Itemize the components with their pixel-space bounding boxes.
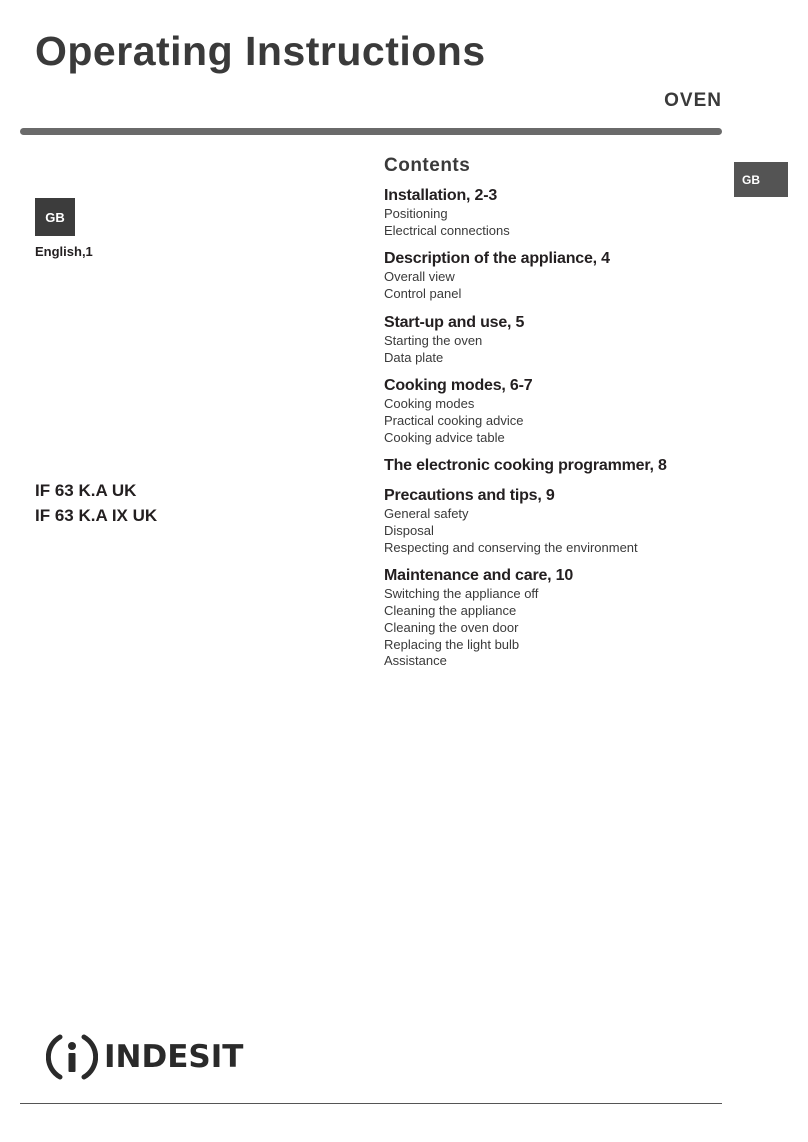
page-title: Operating Instructions [35,28,486,74]
contents-item: Switching the appliance off [384,586,539,602]
contents-item: Respecting and conserving the environment [384,539,638,555]
model-list [35,478,157,528]
contents-section-title: Description of the appliance, 4 [384,250,610,268]
contents-item: Cleaning the appliance [384,603,517,619]
product-type: OVEN [664,90,722,111]
contents-item: Control panel [384,286,462,302]
model-number: IF 63 K.A UK [35,481,137,500]
contents-item: Data plate [384,349,444,365]
contents-item: Positioning [384,206,448,221]
contents-section-title: Cooking modes, 6-7 [384,377,533,395]
contents-section-title: Precautions and tips, 9 [384,487,555,505]
table-of-contents [384,155,724,680]
contents-section-title: Installation, 2-3 [384,187,498,204]
contents-item: Cooking modes [384,396,475,412]
contents-item: General safety [384,506,469,522]
contents-item: Overall view [384,269,455,285]
contents-item: Cooking advice table [384,429,505,445]
contents-section-title: Start-up and use, 5 [384,313,525,331]
indesit-i-logo-icon [46,1031,98,1083]
contents-item: Assistance [384,653,447,669]
contents-section-title: Maintenance and care, 10 [384,567,574,585]
contents-item: Starting the oven [384,332,483,348]
brand-name: INDESIT [104,1039,244,1075]
contents-section [384,186,724,239]
contents-section [384,376,724,446]
footer-divider [20,1103,722,1104]
contents-item: Replacing the light bulb [384,636,520,652]
brand-logo [46,1031,243,1083]
language-side-tab: GB [734,162,788,197]
language-label: English,1 [35,244,93,259]
contents-section [384,566,724,670]
model-number: IF 63 K.A IX UK [35,506,158,525]
contents-section [384,456,724,476]
contents-item: Cleaning the oven door [384,619,519,635]
header-divider [20,128,722,135]
contents-section [384,249,724,302]
contents-item: Electrical connections [384,222,510,238]
contents-sections [384,186,724,670]
language-badge: GB [35,198,75,236]
contents-section-title: The electronic cooking programmer, 8 [384,457,667,475]
contents-item: Practical cooking advice [384,412,524,428]
contents-section [384,313,724,366]
contents-heading: Contents [384,155,471,176]
contents-item: Disposal [384,523,434,539]
contents-section [384,486,724,556]
